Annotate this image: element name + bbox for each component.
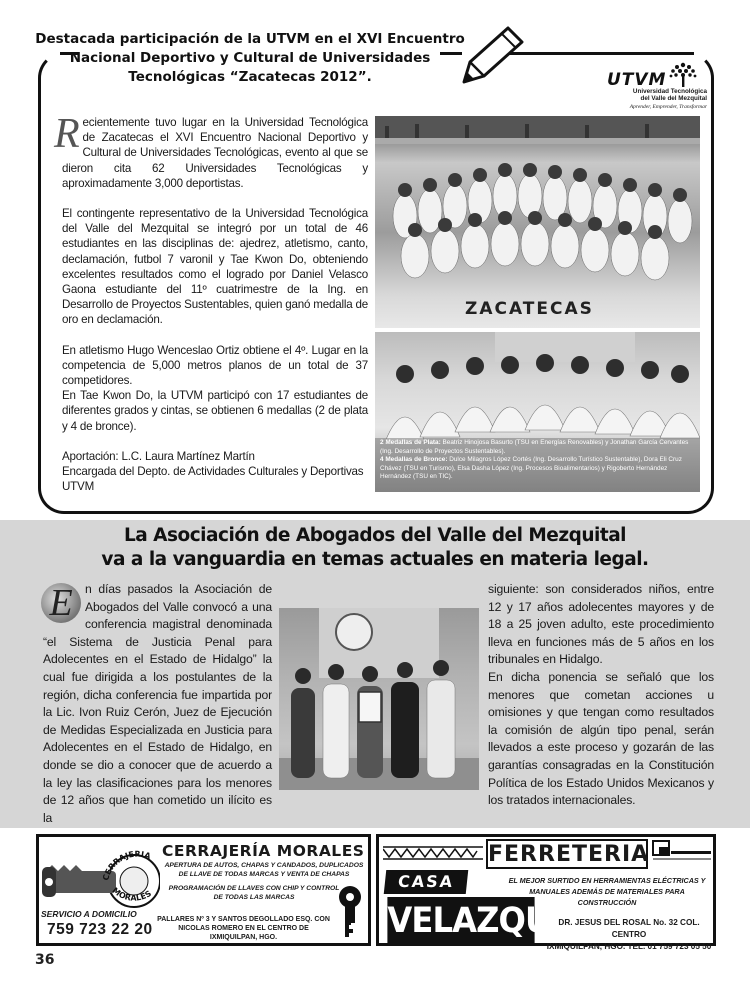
tool-icon [651, 839, 713, 861]
photo1-caption: ZACATECAS [465, 299, 594, 319]
bronze-medals-line: 4 Medallas de Bronce: Dulce Milagros López Cortés (Ing. Desarrollo Turístico Sustentable), Dora Eli Cruz Chávez (TSU en Turismo), Elsa Dasha López (Ing. Procesos Bioalimentarios) y Rigoberto Hernández Hernández (TSU en TIC). [380, 456, 682, 481]
lawyers-association-photo [279, 608, 479, 790]
article1-paragraph-4: En Tae Kwon Do, la UTVM participó con 17 estudiantes de diferentes grados y cintas, se obtienen 6 medallas (2 de plata y 4 de bronce). [62, 389, 368, 433]
key-logo-icon [42, 841, 160, 909]
article1-paragraph-3: En atletismo Hugo Wenceslao Ortiz obtiene el 4º. Lugar en la competencia de 5,000 metros planos de un total de 37 competidores. [62, 343, 368, 388]
article2-paragraph-2b: En dicha ponencia se señaló que los menores que cometan acciones u omisiones y que tengan como resultados la comisión de algún tipo penal, serán llevados a este proceso y gozarán de las garantías consagradas en la Constitución Política de los Estado Unidos Mexicanos y los tratados internacionales. [488, 669, 714, 808]
article1-dropcap: R [54, 111, 80, 157]
ferreteria-name: VELAZQUEZ [387, 897, 534, 945]
article2-column-2 [488, 581, 714, 810]
pencil-icon [456, 24, 526, 90]
utvm-logo [607, 60, 707, 122]
article1-title: Destacada participación de la UTVM en el XVI Encuentro Nacional Deportivo y Cultural de Universidades Tecnológicas “Zacatecas 2012”. [35, 31, 465, 85]
ferreteria-ad [376, 834, 716, 951]
ferreteria-title: FERRETERIA [486, 839, 648, 869]
cerrajeria-programming: PROGRAMACIÓN DE LLAVES CON CHIP Y CONTROL DE TODAS LAS MARCAS [168, 885, 340, 901]
key-logo-arc-top: CERRAJERIA [101, 849, 152, 882]
page-number: 36 [35, 952, 55, 968]
cerrajeria-services: APERTURA DE AUTOS, CHAPAS Y CANDADOS, DUPLICADOS DE LLAVE DE TODAS MARCAS Y VENTA DE CHAPAS [164, 862, 364, 878]
article1-body [54, 111, 368, 494]
article2-paragraph-2a: siguiente: son considerados niños, entre 12 y 17 años adolecentes mayores y de 18 a 25 joven adulto, este procedimiento lleva en funciones más de 5 años en los tribunales en Hidalgo. [488, 582, 714, 667]
key-logo-arc-bottom: MORALES [110, 885, 153, 903]
cerrajeria-ad [36, 834, 371, 946]
tree-icon [667, 60, 699, 88]
cerrajeria-phone: 759 723 22 20 [47, 921, 153, 938]
article1-frame-top-right [508, 52, 694, 55]
group-photo-illustration [375, 116, 700, 328]
article1-paragraph-2: El contingente representativo de la Universidad Tecnológica del Valle del Mezquital se integró por un total de 46 estudiantes en las disciplinas de: ajedrez, atletismo, canto, declamación, futbol 7 varonil y Tae Kwon Do, obteniendo excelentes resultados como el logrado por Daniel Velasco Gaona estudiante del 11º cuatrimestre de la Ing. en Desarrollo de Proyectos Sustentables, quien ganó medalla de oro en declamación. [62, 207, 368, 327]
logo-name: Universidad Tecnológica del Valle del Mezquital [632, 88, 707, 102]
article2-title: La Asociación de Abogados del Valle del Mezquital va a la vanguardia en temas actuales en materia legal. [101, 525, 649, 570]
article1-paragraph-1: ecientemente tuvo lugar en la Universidad Tecnológica de Zacatecas el XVI Encuentro Nacional Deportivo y Cultural de Universidades Tecnológicas, evento al que se dieron cita 62 Universidades Tecnológicas y aproximadamente 3,000 deportistas. [62, 116, 368, 190]
silver-medals-line: 2 Medallas de Plata: Beatriz Hinojosa Basurto (TSU en Energías Renovables) y Jonathan García Cervantes (Ing. Desarrollo de Proyectos Sustentables). [380, 439, 689, 455]
logo-word: UTVM [607, 70, 667, 90]
cerrajeria-address: PALLARES Nº 3 Y SANTOS DEGOLLADO ESQ. CON NICOLAS ROMERO EN EL CENTRO DE IXMIQUILPAN, HGO. [157, 916, 330, 941]
ferreteria-description: EL MEJOR SURTIDO EN HERRAMIENTAS ELÉCTRICAS Y MANUALES ADEMÁS DE MATERIALES PARA CONSTRUCCIÓN [508, 876, 706, 907]
ferreteria-address: DR. JESUS DEL ROSAL No. 32 COL. CENTRO IXMIQUILPAN, HGO. TEL. 01 759 723 05 50 [546, 918, 712, 951]
zigzag-border-icon [383, 845, 483, 861]
article2-dropcap: E [41, 583, 81, 623]
cerrajeria-title: CERRAJERÍA MORALES [162, 842, 365, 860]
photo2-caption [380, 439, 698, 482]
cerrajeria-home-service: SERVICIO A DOMICILIO [41, 909, 137, 919]
article2-column-1: E n días pasados la Asociación de Abogados del Valle convocó a una conferencia magistral denominada “el Sistema de Justicia Penal para Adolecentes en el Estado de Hidalgo” la cual fue dirigida a los postulantes de la región, dicha conferencia fue impartida por la Lic. Ivon Ruiz Cerón, Juez de Ejecución de Medidas Especializada en Justicia para Adolecentes en el Estado de Hidalgo, en donde se dio a conocer que de acuerdo a la ley las clasificaciones para los menores de 12 años que han cometido un ilícito es la [43, 582, 272, 825]
logo-tagline: Aprender, Emprender, Transformar [629, 104, 707, 110]
team-group-photo [375, 116, 700, 328]
article1-credit: Aportación: L.C. Laura Martínez Martín Encargada del Depto. de Actividades Culturales y Deportivas UTVM [62, 449, 364, 494]
ferreteria-casa: CASA [384, 870, 469, 894]
keyhole-icon [336, 885, 364, 941]
lawyers-illustration [279, 608, 479, 790]
